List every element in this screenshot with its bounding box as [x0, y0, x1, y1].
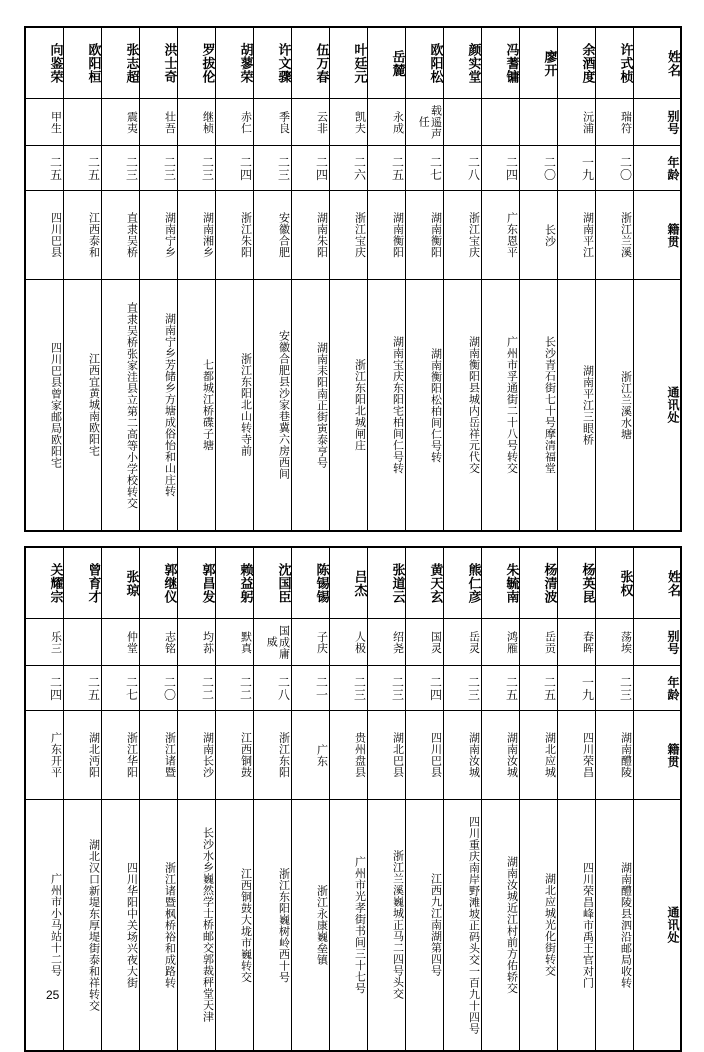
cell-address: 湖南汝城近江村前方佑轿交: [481, 800, 519, 1052]
cell-native-place: 浙江华阳: [101, 711, 139, 800]
cell-name: 杨清波: [519, 547, 557, 619]
cell-age: 二六: [329, 146, 367, 191]
column-header-age: 年龄: [633, 666, 681, 711]
cell-alias: [63, 619, 101, 666]
cell-alias: 沅浦: [557, 99, 595, 146]
cell-native-place: 湖南长沙: [177, 711, 215, 800]
cell-name: 朱毓南: [481, 547, 519, 619]
cell-address: 湖北应城光化街转交: [519, 800, 557, 1052]
cell-native-place: 浙江宝庆: [443, 191, 481, 280]
cell-age: 二〇: [519, 146, 557, 191]
cell-alias: 乐三: [25, 619, 63, 666]
cell-alias: [481, 99, 519, 146]
column-header-alias: 别号: [633, 99, 681, 146]
cell-native-place: 四川荣昌: [557, 711, 595, 800]
cell-name: 许式桢: [595, 27, 633, 99]
cell-name: 张琼: [101, 547, 139, 619]
cell-alias: [443, 99, 481, 146]
cell-name: 岳麓: [367, 27, 405, 99]
column-header-native-place: 籍贯: [633, 191, 681, 280]
cell-age: 二〇: [139, 666, 177, 711]
cell-native-place: 江西铜鼓: [215, 711, 253, 800]
cell-age: 一九: [557, 146, 595, 191]
cell-native-place: 湖南醴陵: [595, 711, 633, 800]
cell-alias: 云非: [291, 99, 329, 146]
cell-age: 二三: [177, 146, 215, 191]
cell-alias: 岳贡: [519, 619, 557, 666]
cell-name: 张志超: [101, 27, 139, 99]
cell-age: 二八: [253, 666, 291, 711]
cell-alias: [519, 99, 557, 146]
cell-age: 二四: [405, 666, 443, 711]
cell-name: 欧阳松: [405, 27, 443, 99]
table-row-age: [25, 666, 681, 711]
cell-address: 浙江永康巍垒镇: [291, 800, 329, 1052]
cell-alias: 继桢: [177, 99, 215, 146]
cell-address: 浙江东阳北城闸庄: [329, 280, 367, 532]
table-spacer: [24, 532, 680, 546]
cell-alias: 志铭: [139, 619, 177, 666]
cell-alias: 鸿雁: [481, 619, 519, 666]
cell-native-place: 湖北沔阳: [63, 711, 101, 800]
cell-name: 向鉴荣: [25, 27, 63, 99]
cell-name: 吕杰: [329, 547, 367, 619]
cell-name: 郭昌发: [177, 547, 215, 619]
cell-address: 七都城江桥碟子塘: [177, 280, 215, 532]
roster-table-bottom-wrap: [24, 546, 680, 1052]
cell-name: 关耀宗: [25, 547, 63, 619]
roster-table-bottom: [24, 546, 682, 1052]
cell-native-place: 湖北应城: [519, 711, 557, 800]
table-row-alias: [25, 99, 681, 146]
cell-native-place: 湖南宁乡: [139, 191, 177, 280]
cell-name: 沈国臣: [253, 547, 291, 619]
cell-age: 二五: [519, 666, 557, 711]
cell-age: 二二: [177, 666, 215, 711]
cell-age: 二五: [63, 146, 101, 191]
column-header-address: 通讯处: [633, 800, 681, 1052]
table-row-alias: [25, 619, 681, 666]
cell-name: 曾育才: [63, 547, 101, 619]
cell-address: 江西九江南湖第四号: [405, 800, 443, 1052]
cell-address: 浙江兰溪巍城正马二四号头交: [367, 800, 405, 1052]
cell-age: 二三: [139, 146, 177, 191]
cell-age: 二三: [329, 666, 367, 711]
column-header-name: 姓名: [633, 27, 681, 99]
roster-table-top-wrap: [24, 26, 680, 532]
cell-name: 洪士奇: [139, 27, 177, 99]
cell-age: 二四: [215, 146, 253, 191]
cell-native-place: 广东开平: [25, 711, 63, 800]
cell-age: 二七: [405, 146, 443, 191]
cell-native-place: 直隶吴桥: [101, 191, 139, 280]
cell-age: 二三: [253, 146, 291, 191]
cell-native-place: 浙江兰溪: [595, 191, 633, 280]
cell-age: 二三: [443, 666, 481, 711]
cell-alias: 春晖: [557, 619, 595, 666]
cell-address: 浙江诸暨枫桥裕和成路转: [139, 800, 177, 1052]
cell-native-place: 长沙: [519, 191, 557, 280]
cell-alias: 季良: [253, 99, 291, 146]
cell-age: 二五: [63, 666, 101, 711]
table-row-native-place: [25, 191, 681, 280]
cell-age: 一九: [557, 666, 595, 711]
cell-name: 郭继仪: [139, 547, 177, 619]
cell-alias: 壮吾: [139, 99, 177, 146]
cell-alias: 默真: [215, 619, 253, 666]
cell-native-place: 四川巴县: [25, 191, 63, 280]
cell-alias: 载遥声任: [405, 99, 443, 146]
cell-address: 长沙水乡巍然学士桥邮交郭裁秤堂天津: [177, 800, 215, 1052]
cell-address: 四川重庆南岸野滩坡正码头交一百九十四号: [443, 800, 481, 1052]
cell-alias: 赤仁: [215, 99, 253, 146]
cell-native-place: 安徽合肥: [253, 191, 291, 280]
cell-native-place: 广东: [291, 711, 329, 800]
cell-native-place: 浙江东阳: [253, 711, 291, 800]
cell-name: 熊仁彦: [443, 547, 481, 619]
cell-address: 湖南宝庆东阳宅柏间仁号转: [367, 280, 405, 532]
cell-age: 二七: [101, 666, 139, 711]
cell-age: 二五: [367, 146, 405, 191]
cell-native-place: 广东恩平: [481, 191, 519, 280]
cell-name: 张权: [595, 547, 633, 619]
table-row-address: [25, 800, 681, 1052]
column-header-native-place: 籍贯: [633, 711, 681, 800]
cell-alias: 仲堂: [101, 619, 139, 666]
cell-age: 二五: [25, 146, 63, 191]
cell-name: 伍万春: [291, 27, 329, 99]
cell-alias: 人极: [329, 619, 367, 666]
cell-address: 湖北汉口新堤东厚堤街泰和祥转交: [63, 800, 101, 1052]
cell-alias: 瑞符: [595, 99, 633, 146]
cell-name: 颜实堂: [443, 27, 481, 99]
cell-alias: 永成: [367, 99, 405, 146]
cell-native-place: 湖南衡阳: [367, 191, 405, 280]
cell-name: 叶廷元: [329, 27, 367, 99]
cell-native-place: 贵州盘县: [329, 711, 367, 800]
cell-address: 浙江东阳北山转寺前: [215, 280, 253, 532]
cell-age: 二五: [481, 666, 519, 711]
cell-address: 安徽合肥县沙家巷冀六房西间: [253, 280, 291, 532]
cell-native-place: 湖南朱阳: [291, 191, 329, 280]
cell-native-place: 湖南汝城: [443, 711, 481, 800]
cell-age: 二四: [291, 146, 329, 191]
cell-native-place: 湖北巴县: [367, 711, 405, 800]
cell-age: 二二: [215, 666, 253, 711]
table-row-name: [25, 547, 681, 619]
cell-address: 广州市孚通街二十八号转交: [481, 280, 519, 532]
cell-native-place: 四川巴县: [405, 711, 443, 800]
cell-name: 冯蓍镛: [481, 27, 519, 99]
cell-address: 湖南宁乡芳储乡方塘成俗怡和山庄转: [139, 280, 177, 532]
cell-name: 欧阳桓: [63, 27, 101, 99]
cell-native-place: 浙江诸暨: [139, 711, 177, 800]
cell-address: 直隶吴桥张家洼县立第二高等小学校转交: [101, 280, 139, 532]
cell-address: 湖南衡阳县城内岳祥元代交: [443, 280, 481, 532]
page-number: 25: [46, 988, 60, 1002]
cell-name: 杨英昆: [557, 547, 595, 619]
cell-address: 湖南平江三眼桥: [557, 280, 595, 532]
cell-native-place: 江西泰和: [63, 191, 101, 280]
cell-alias: 国灵: [405, 619, 443, 666]
column-header-address: 通讯处: [633, 280, 681, 532]
cell-address: 广州市小马站十二号: [25, 800, 63, 1052]
roster-table-top: [24, 26, 682, 532]
cell-age: 二四: [481, 146, 519, 191]
cell-native-place: 湖南平江: [557, 191, 595, 280]
cell-name: 赖益躬: [215, 547, 253, 619]
cell-alias: 荡埃: [595, 619, 633, 666]
table-row-native-place: [25, 711, 681, 800]
cell-native-place: 湖南衡阳: [405, 191, 443, 280]
cell-alias: 震夷: [101, 99, 139, 146]
cell-address: 江西铜鼓大垅市巍转交: [215, 800, 253, 1052]
cell-address: 浙江东阳巍树岭西十号: [253, 800, 291, 1052]
cell-address: 湖南耒阳南正街寅泰亨号: [291, 280, 329, 532]
cell-address: 四川华阳中关场兴夜大街: [101, 800, 139, 1052]
cell-name: 张道云: [367, 547, 405, 619]
cell-alias: 国成庸威: [253, 619, 291, 666]
column-header-name: 姓名: [633, 547, 681, 619]
cell-name: 胡蓼荣: [215, 27, 253, 99]
cell-name: 陈锡锡: [291, 547, 329, 619]
cell-alias: [63, 99, 101, 146]
cell-native-place: 浙江朱阳: [215, 191, 253, 280]
cell-age: 二〇: [595, 146, 633, 191]
cell-age: 二四: [25, 666, 63, 711]
cell-address: 湖南醴陵县泗沿邮局收转: [595, 800, 633, 1052]
cell-address: 江西宜黄城南欧阳宅: [63, 280, 101, 532]
cell-native-place: 湖南汝城: [481, 711, 519, 800]
cell-alias: 均荪: [177, 619, 215, 666]
cell-address: 四川荣昌峰市禹王官对门: [557, 800, 595, 1052]
cell-address: 浙江兰溪水塘: [595, 280, 633, 532]
cell-address: 湖南衡阳松柏间仁号转: [405, 280, 443, 532]
cell-address: 四川巴县曾家邮局欧阳宅: [25, 280, 63, 532]
cell-age: 二三: [595, 666, 633, 711]
cell-alias: 绍尧: [367, 619, 405, 666]
cell-alias: 凯夫: [329, 99, 367, 146]
column-header-alias: 别号: [633, 619, 681, 666]
column-header-age: 年龄: [633, 146, 681, 191]
cell-age: 二一: [291, 666, 329, 711]
cell-native-place: 浙江宝庆: [329, 191, 367, 280]
cell-name: 廖开: [519, 27, 557, 99]
cell-alias: 甲生: [25, 99, 63, 146]
table-row-name: [25, 27, 681, 99]
cell-address: 广州市光孝街书间三十七号: [329, 800, 367, 1052]
cell-age: 二三: [367, 666, 405, 711]
table-row-address: [25, 280, 681, 532]
cell-age: 二三: [101, 146, 139, 191]
cell-alias: 子庆: [291, 619, 329, 666]
cell-address: 长沙青石街七十号摩清福堂: [519, 280, 557, 532]
cell-name: 许文骤: [253, 27, 291, 99]
cell-age: 二八: [443, 146, 481, 191]
cell-alias: 岳灵: [443, 619, 481, 666]
cell-name: 黄天玄: [405, 547, 443, 619]
table-row-age: [25, 146, 681, 191]
cell-native-place: 湖南湘乡: [177, 191, 215, 280]
cell-name: 余酒度: [557, 27, 595, 99]
cell-name: 罗拔伦: [177, 27, 215, 99]
